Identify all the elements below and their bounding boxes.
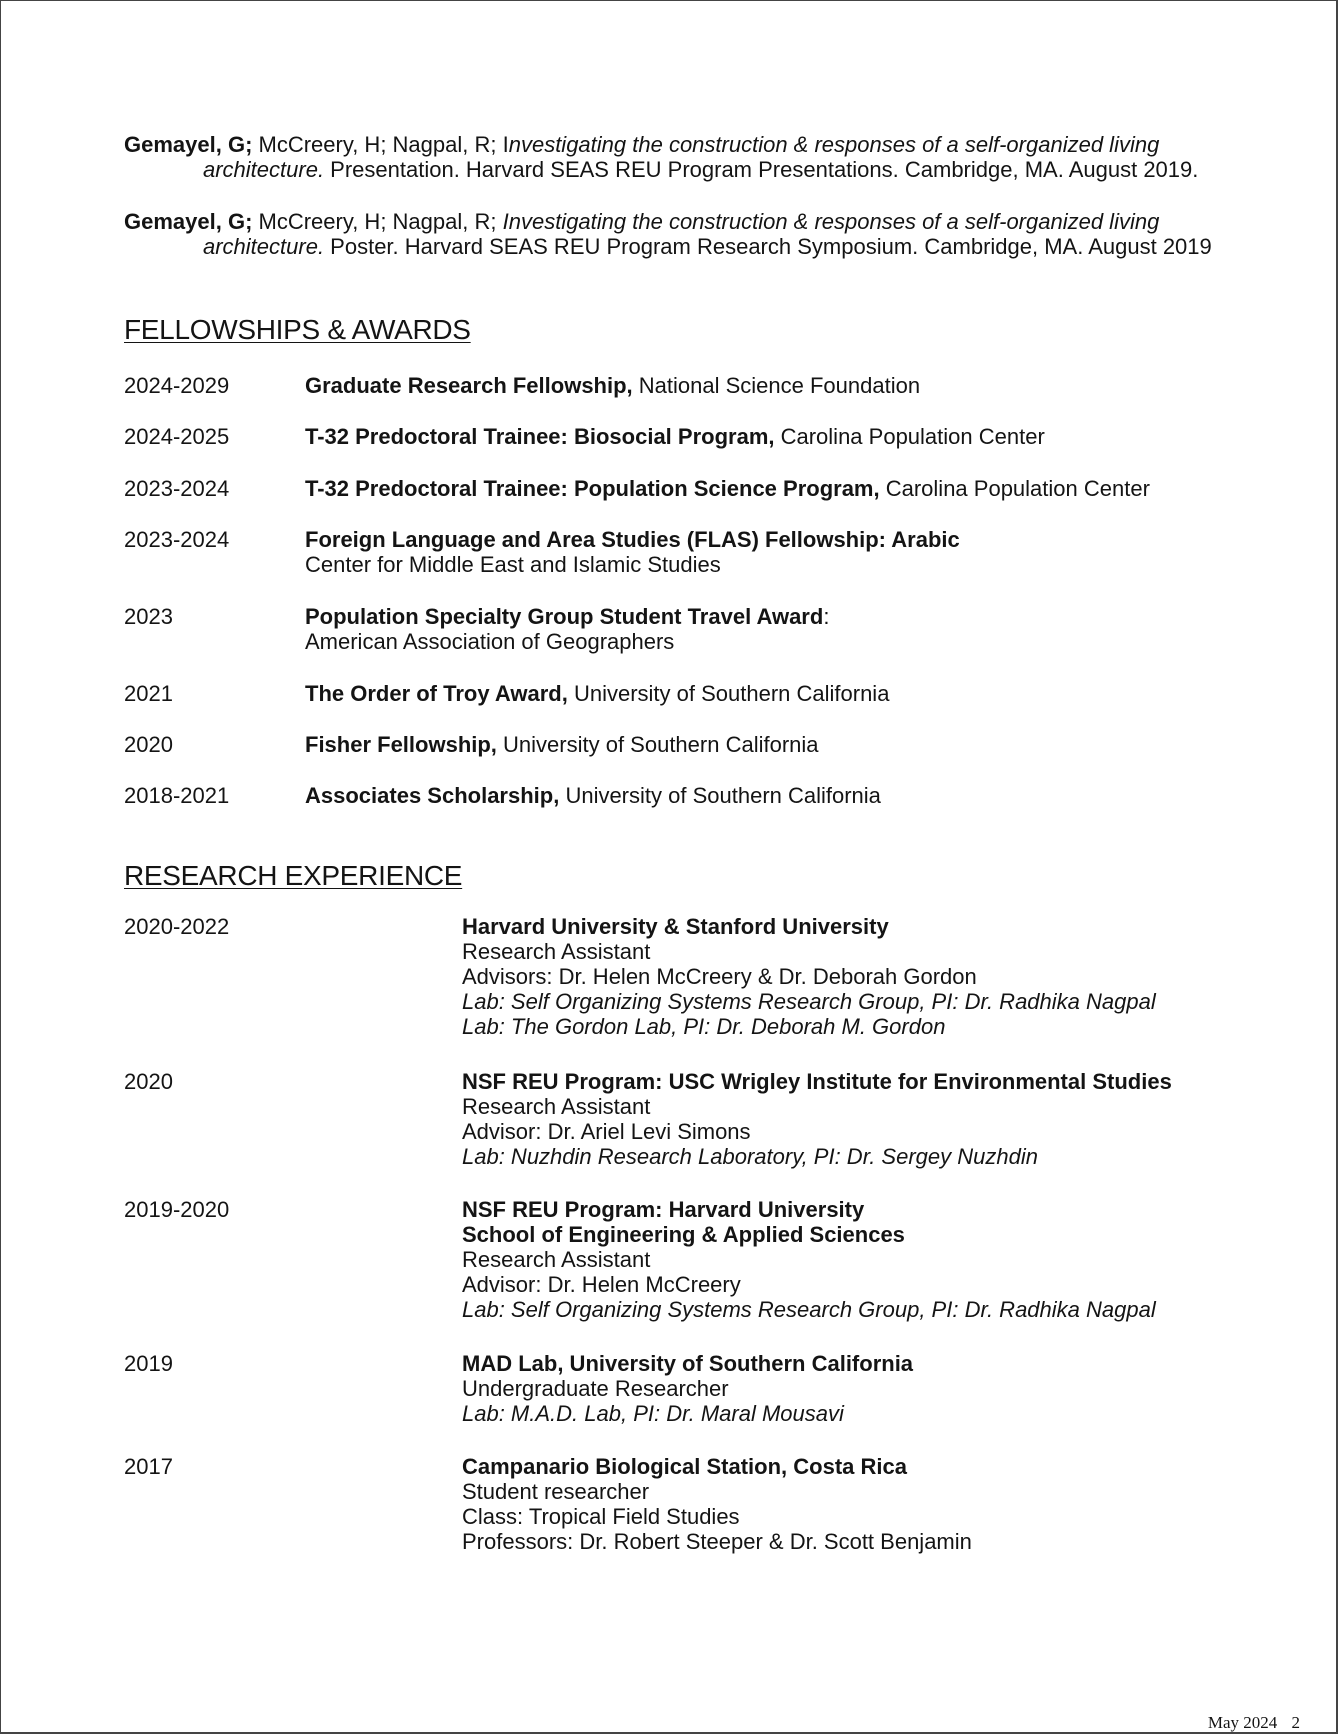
research-advisor: Advisor: Dr. Helen McCreery <box>462 1272 741 1297</box>
research-title: NSF REU Program: Harvard University <box>462 1197 865 1222</box>
award-colon: : <box>823 604 830 629</box>
research-years: 2020 <box>124 1069 173 1094</box>
research-title-cont: School of Engineering & Applied Sciences <box>462 1222 905 1247</box>
presentation-details: Poster. Harvard SEAS REU Program Research Symposium. Cambridge, MA. August 2019 <box>324 234 1212 259</box>
research-years: 2020-2022 <box>124 914 230 939</box>
research-title: NSF REU Program: USC Wrigley Institute for Environmental Studies <box>462 1069 1172 1094</box>
research-role: Undergraduate Researcher <box>462 1376 729 1401</box>
research-years: 2019 <box>124 1351 173 1376</box>
page-footer <box>1208 1713 1300 1733</box>
award-org: American Association of Geographers <box>305 629 675 654</box>
award-name: T-32 Predoctoral Trainee: Population Science Program, <box>305 476 880 501</box>
award-years: 2023-2024 <box>124 476 230 501</box>
award-years: 2023 <box>124 604 173 629</box>
award-name: Graduate Research Fellowship, <box>305 373 633 398</box>
footer-date: May 2024 <box>1207 1713 1278 1732</box>
research-lab: Lab: M.A.D. Lab, PI: Dr. Maral Mousavi <box>462 1401 844 1426</box>
award-years: 2020 <box>124 732 173 757</box>
research-years: 2017 <box>124 1454 173 1479</box>
award-org: University of Southern California <box>496 732 819 757</box>
presentation-title-cont: architecture. <box>203 157 325 182</box>
fellowships-heading: FELLOWSHIPS & AWARDS <box>124 314 471 345</box>
award-org: University of Southern California <box>567 681 890 706</box>
presentation-entry <box>124 132 1254 182</box>
award-name: Associates Scholarship, <box>305 783 560 808</box>
award-name: The Order of Troy Award, <box>305 681 568 706</box>
award-org: University of Southern California <box>559 783 881 808</box>
research-advisor: Advisors: Dr. Helen McCreery & Dr. Deborah Gordon <box>462 964 977 989</box>
research-title: Harvard University & Stanford University <box>462 914 889 939</box>
research-lab: Lab: Nuzhdin Research Laboratory, PI: Dr. Sergey Nuzhdin <box>462 1144 1038 1169</box>
presentation-details: Presentation. Harvard SEAS REU Program Presentations. Cambridge, MA. August 2019. <box>324 157 1199 182</box>
research-title: MAD Lab, University of Southern California <box>462 1351 914 1376</box>
award-org: Carolina Population Center <box>879 476 1150 501</box>
award-org: Center for Middle East and Islamic Studies <box>305 552 721 577</box>
page-number: 2 <box>1291 1713 1300 1732</box>
research-role: Research Assistant <box>462 1094 651 1119</box>
co-authors: McCreery, H; Nagpal, R; <box>252 209 503 234</box>
research-role: Research Assistant <box>462 939 651 964</box>
research-role: Research Assistant <box>462 1247 651 1272</box>
presentation-title: nvestigating the construction & responses of a self-organized living <box>508 132 1160 157</box>
presentation-title-cont: architecture. <box>203 234 325 259</box>
research-role: Student researcher <box>462 1479 650 1504</box>
research-advisor: Advisor: Dr. Ariel Levi Simons <box>462 1119 751 1144</box>
research-title: Campanario Biological Station, Costa Rica <box>462 1454 907 1479</box>
research-lab: Lab: Self Organizing Systems Research Group, PI: Dr. Radhika Nagpal <box>462 1297 1156 1322</box>
award-years: 2018-2021 <box>124 783 230 808</box>
presentation-entry <box>124 209 1254 259</box>
research-lab: Lab: Self Organizing Systems Research Group, PI: Dr. Radhika Nagpal <box>462 989 1156 1014</box>
award-name: Fisher Fellowship, <box>305 732 497 757</box>
award-name: Population Specialty Group Student Travel Award <box>305 604 824 629</box>
award-years: 2024-2029 <box>124 373 230 398</box>
research-class: Class: Tropical Field Studies <box>462 1504 740 1529</box>
research-lab: Lab: The Gordon Lab, PI: Dr. Deborah M. Gordon <box>462 1014 946 1039</box>
research-heading: RESEARCH EXPERIENCE <box>124 860 463 891</box>
co-authors: McCreery, H; Nagpal, R; I <box>252 132 509 157</box>
research-professors: Professors: Dr. Robert Steeper & Dr. Scott Benjamin <box>462 1529 972 1554</box>
award-years: 2024-2025 <box>124 424 230 449</box>
award-org: National Science Foundation <box>632 373 921 398</box>
award-years: 2023-2024 <box>124 527 230 552</box>
award-name: Foreign Language and Area Studies (FLAS) Fellowship: Arabic <box>305 527 960 552</box>
author-name: Gemayel, G; <box>124 132 253 157</box>
award-years: 2021 <box>124 681 173 706</box>
research-years: 2019-2020 <box>124 1197 230 1222</box>
presentation-title: Investigating the construction & responses of a self-organized living <box>502 209 1160 234</box>
award-name: T-32 Predoctoral Trainee: Biosocial Program, <box>305 424 775 449</box>
award-org: Carolina Population Center <box>774 424 1045 449</box>
author-name: Gemayel, G; <box>124 209 253 234</box>
